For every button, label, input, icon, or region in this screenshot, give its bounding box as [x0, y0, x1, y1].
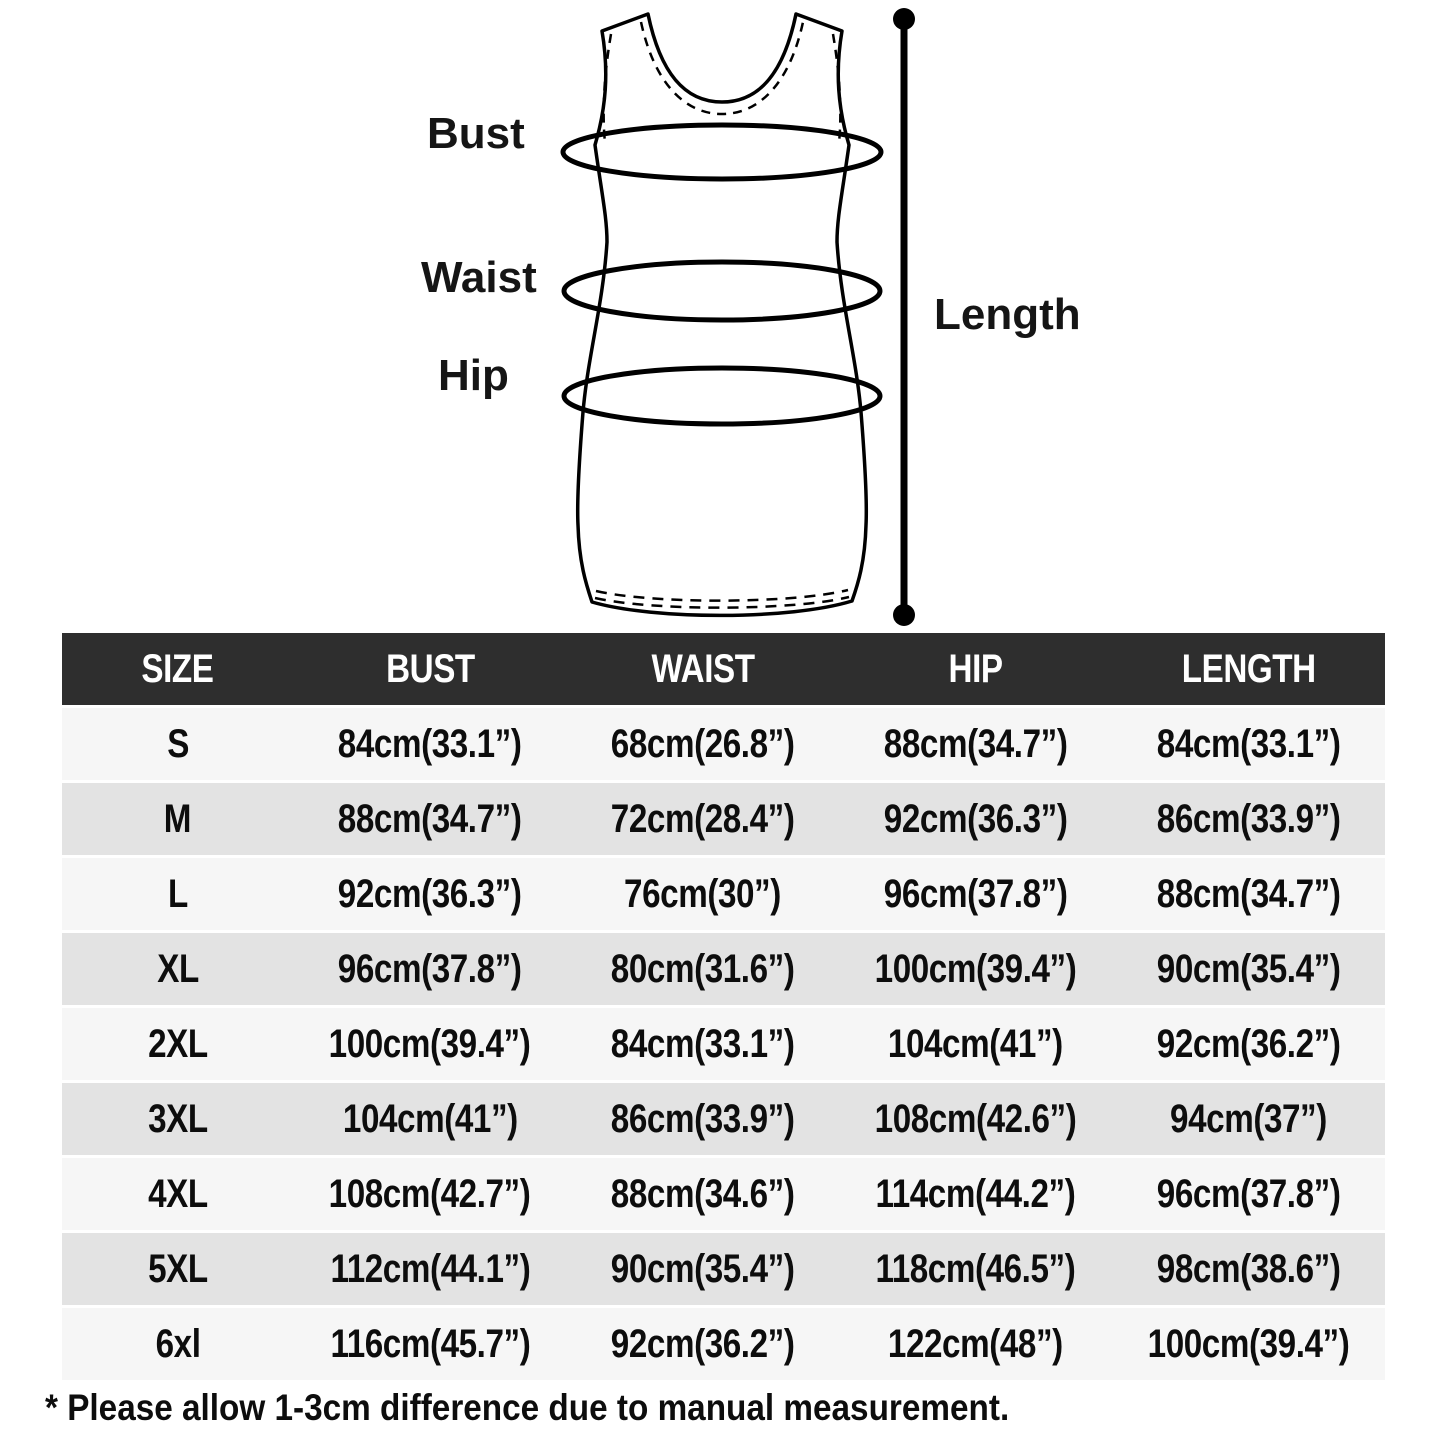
table-cell: 114cm(44.2”)	[839, 1155, 1112, 1230]
table-cell: 108cm(42.7”)	[294, 1155, 567, 1230]
table-row-3xl	[62, 1080, 1385, 1155]
table-cell: 88cm(34.7”)	[1112, 855, 1385, 930]
table-cell: 116cm(45.7”)	[294, 1305, 567, 1380]
table-cell: 86cm(33.9”)	[566, 1080, 839, 1155]
table-cell: 88cm(34.7”)	[839, 705, 1112, 780]
table-cell: 3XL	[62, 1080, 294, 1155]
table-cell: 122cm(48”)	[839, 1305, 1112, 1380]
table-cell: XL	[62, 930, 294, 1005]
table-cell: 96cm(37.8”)	[294, 930, 567, 1005]
table-cell: 100cm(39.4”)	[294, 1005, 567, 1080]
table-cell: 2XL	[62, 1005, 294, 1080]
table-cell: 5XL	[62, 1230, 294, 1305]
table-row-4xl	[62, 1155, 1385, 1230]
table-cell: 90cm(35.4”)	[566, 1230, 839, 1305]
table-cell: 76cm(30”)	[566, 855, 839, 930]
table-row-6xl	[62, 1305, 1385, 1380]
table-cell: 92cm(36.2”)	[566, 1305, 839, 1380]
measurement-diagram	[0, 0, 1445, 633]
column-header-size: SIZE	[62, 633, 294, 705]
table-row-l	[62, 855, 1385, 930]
table-cell: 68cm(26.8”)	[566, 705, 839, 780]
table-row-xl	[62, 930, 1385, 1005]
table-cell: 100cm(39.4”)	[839, 930, 1112, 1005]
length-line-bottom-dot	[893, 604, 915, 626]
table-cell: 86cm(33.9”)	[1112, 780, 1385, 855]
table-cell: 72cm(28.4”)	[566, 780, 839, 855]
measurement-disclaimer: * Please allow 1-3cm difference due to manual measurement.	[45, 1387, 1010, 1428]
table-cell: 100cm(39.4”)	[1112, 1305, 1385, 1380]
column-header-hip: HIP	[839, 633, 1112, 705]
dress-diagram-drawing	[0, 0, 1445, 633]
table-cell: S	[62, 705, 294, 780]
size-chart-table-container	[62, 633, 1385, 1380]
size-chart-table	[62, 633, 1385, 1380]
bust-label: Bust	[427, 109, 525, 158]
table-cell: 4XL	[62, 1155, 294, 1230]
table-row-5xl	[62, 1230, 1385, 1305]
table-cell: 96cm(37.8”)	[1112, 1155, 1385, 1230]
table-cell: 84cm(33.1”)	[294, 705, 567, 780]
table-cell: 104cm(41”)	[294, 1080, 567, 1155]
length-line-top-dot	[893, 8, 915, 30]
column-header-bust: BUST	[294, 633, 567, 705]
table-cell: 92cm(36.3”)	[839, 780, 1112, 855]
waist-label: Waist	[421, 253, 537, 302]
table-row-2xl	[62, 1005, 1385, 1080]
table-cell: 98cm(38.6”)	[1112, 1230, 1385, 1305]
table-row-s	[62, 705, 1385, 780]
table-cell: 6xl	[62, 1305, 294, 1380]
column-header-waist: WAIST	[566, 633, 839, 705]
length-label: Length	[934, 290, 1081, 339]
table-cell: M	[62, 780, 294, 855]
table-cell: 92cm(36.3”)	[294, 855, 567, 930]
column-header-length: LENGTH	[1112, 633, 1385, 705]
table-cell: 96cm(37.8”)	[839, 855, 1112, 930]
header-row	[62, 633, 1385, 705]
table-cell: 88cm(34.6”)	[566, 1155, 839, 1230]
table-cell: 90cm(35.4”)	[1112, 930, 1385, 1005]
table-cell: 104cm(41”)	[839, 1005, 1112, 1080]
table-row-m	[62, 780, 1385, 855]
table-cell: 108cm(42.6”)	[839, 1080, 1112, 1155]
table-cell: 84cm(33.1”)	[566, 1005, 839, 1080]
table-cell: 94cm(37”)	[1112, 1080, 1385, 1155]
table-cell: 80cm(31.6”)	[566, 930, 839, 1005]
table-cell: 84cm(33.1”)	[1112, 705, 1385, 780]
table-cell: 112cm(44.1”)	[294, 1230, 567, 1305]
table-cell: 88cm(34.7”)	[294, 780, 567, 855]
hip-label: Hip	[438, 351, 509, 400]
table-cell: 92cm(36.2”)	[1112, 1005, 1385, 1080]
table-cell: 118cm(46.5”)	[839, 1230, 1112, 1305]
table-cell: L	[62, 855, 294, 930]
